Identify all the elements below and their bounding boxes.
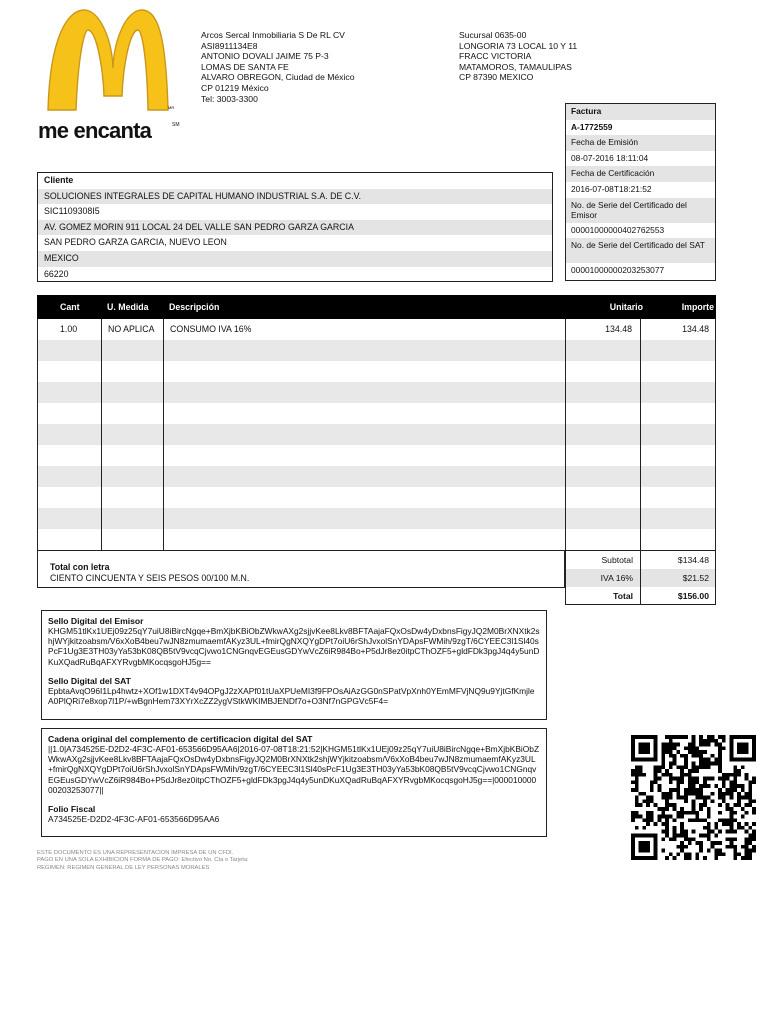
sat-seal-label: Sello Digital del SAT [48, 675, 131, 686]
totals-box [565, 550, 716, 605]
item-unitario: 134.48 [605, 324, 632, 334]
branch-cp: CP 87390 MEXICO [459, 72, 534, 83]
client-name: SOLUCIONES INTEGRALES DE CAPITAL HUMANO INDUSTRIAL S.A. DE C.V. [38, 189, 552, 205]
issuer-cert-serial-label: No. de Serie del Certificado del Emisor [566, 198, 715, 223]
fiscal-folio: A734525E-D2D2-4F3C-AF01-653566D95AA6 [48, 814, 220, 825]
issuer-phone: Tel: 3003-3300 [201, 93, 258, 104]
original-chain: ||1.0|A734525E-D2D2-4F3C-AF01-653566D95AA6|2016-07-08T18:21:52|KHGM51tlKx1UEj09z25qY7uiU8iBircNgqe+BmXjbKBiObZWkwAXg2sjjvKee8Lkv8BFTAajaFQxOsDw4yDxbnsFigyJQ2M0BrXNXtk2shjWYjkitzoabsm/V6xXoB4beu7wJN8zmumaemfAKyz3UL+fmirQgNXQYgDPt7oiU6rShJvxolSnYDApsFWMih/9zgT/6CYEEC3l1Sl40sPcF1Ug3E3TH03yYa53bK08QB5tV9vcqCjvwo1CNGnqvEGEusGDYwVcZ6iR984Bo+P5dJr8ez0itpCThOZF5+gldFDk3pgJ4q4y5unDKuXQadRuBqAFXYRvgbMKocqsgoHJ5g==|00001000000203253077|| [48, 744, 540, 795]
qr-code-icon [631, 734, 756, 861]
client-country: MEXICO [38, 251, 552, 267]
issue-date-label: Fecha de Emisión [566, 135, 715, 151]
sat-cert-serial-label: No. de Serie del Certificado del SAT [566, 238, 715, 263]
invoice-title: Factura [566, 104, 715, 120]
subtotal-label: Subtotal [601, 555, 633, 565]
sat-cert-serial: 00001000000203253077 [571, 265, 665, 276]
branch-street: LONGORIA 73 LOCAL 10 Y 11 [459, 40, 578, 51]
branch-colonia: FRACC VICTORIA [459, 51, 532, 62]
item-cant: 1.00 [60, 324, 78, 334]
col-header-unitario: Unitario [609, 302, 643, 312]
cert-date-label: Fecha de Certificación [566, 166, 715, 182]
cert-date: 2016-07-08T18:21:52 [571, 183, 652, 194]
tagline-mark: SM [172, 122, 180, 128]
total-value: $156.00 [677, 591, 709, 601]
sat-seal: EpbtaAvqO96I1Lp4hwtz+XOf1w1DXT4v94OPgJ2zXAPf01tUaXPUeMI3f9FPOsAiAzGG0nSPatVpXnh0YEmMFVjNQ9u9YjtGfKmjleA0PlQRi7e8xop7l1P/+wBgnHem73XYrXcZZ2ygVStkWKIMBJENDf7o+O3Nf7nGPGVc5F4= [48, 685, 535, 707]
client-box [37, 172, 553, 282]
logo-mark: MR [168, 105, 175, 110]
client-cp: 66220 [44, 268, 69, 279]
issuer-colonia: LOMAS DE SANTA FE [201, 61, 289, 72]
col-header-importe: Importe [681, 302, 714, 312]
col-header-cant: Cant [60, 302, 80, 312]
item-descripcion: CONSUMO IVA 16% [170, 324, 252, 334]
digital-seals-box [41, 610, 547, 720]
issuer-cert-serial: 00001000000402762553 [571, 224, 665, 235]
items-table-header [37, 295, 716, 319]
footer-line-payment: PAGO EN UNA SOLA EXHIBICION FORMA DE PAGO: Efectivo No. Cta o Tarjeta: [37, 857, 249, 864]
col-header-descripcion: Descripción [169, 302, 220, 312]
issue-date: 08-07-2016 18:11:04 [571, 152, 649, 163]
fiscal-folio-label: Folio Fiscal [48, 804, 96, 815]
item-importe: 134.48 [682, 324, 709, 334]
issuer-city: ALVARO OBREGON, Ciudad de México [201, 72, 355, 83]
issuer-street: ANTONIO DOVALI JAIME 75 P-3 [201, 51, 329, 62]
client-city: SAN PEDRO GARZA GARCIA, NUEVO LEON [44, 237, 227, 248]
issuer-rfc: ASI8911134E8 [201, 40, 258, 51]
branch-number: Sucursal 0635-00 [459, 30, 527, 40]
subtotal-value: $134.48 [677, 555, 709, 565]
certification-box [41, 728, 547, 837]
total-label: Total [613, 591, 633, 601]
branch-info [459, 30, 577, 83]
invoice-info-box [565, 103, 716, 281]
item-unidad: NO APLICA [108, 324, 155, 334]
footer-line-regime: REGIMEN: REGIMEN GENERAL DE LEY PERSONAS MORALES [37, 864, 210, 871]
total-in-words-label: Total con letra [50, 562, 110, 572]
original-chain-label: Cadena original del complemento de certificacion digital del SAT [48, 734, 313, 744]
issuer-seal-label: Sello Digital del Emisor [48, 616, 144, 626]
brand-tagline: me encanta [38, 118, 152, 143]
branch-city: MATAMOROS, TAMAULIPAS [459, 61, 572, 72]
issuer-cp: CP 01219 México [201, 82, 269, 93]
total-in-words: CIENTO CINCUENTA Y SEIS PESOS 00/100 M.N. [50, 573, 250, 583]
iva-label: IVA 16% [600, 573, 633, 583]
issuer-info [201, 30, 354, 104]
issuer-seal: KHGM51tlKx1UEj09z25qY7uiU8iBircNgqe+BmXjbKBiObZWkwAXg2sjjvKee8Lkv8BFTAajaFQxOsDw4yDxbnsFigyJQ2M0BrXNXtk2shjWYjkitzoabsm/V6xXoB4beu7wJN8zmumaemfAKyz3UL+fmirQgNXQYgDPt7oiU6rShJvxolSnYDApsFWMih/9zgT/6CYEEC3l1Sl40sPcF1Ug3E3TH03yYa53bK08QB5tV9vcqCjvwo1CNGnqvEGEusGDYwVcZ6iR984Bo+P5dJr8ez0itpCThOZF5+gldFDk3pgJ4q4y5unDKuXQadRuBqAFXYRvgbMKocqsgoHJ5g== [48, 626, 540, 667]
legal-footer [37, 850, 249, 872]
items-table-body [37, 319, 716, 550]
client-address: AV. GOMEZ MORIN 911 LOCAL 24 DEL VALLE SAN PEDRO GARZA GARCIA [38, 220, 552, 236]
issuer-name: Arcos Sercal Inmobiliaria S De RL CV [201, 30, 345, 40]
iva-value: $21.52 [682, 573, 709, 583]
client-title: Cliente [44, 175, 74, 185]
invoice-folio: A-1772559 [571, 121, 613, 132]
col-header-unidad: U. Medida [107, 302, 149, 312]
total-in-words-box [37, 550, 565, 588]
client-rfc: SIC1109308I5 [44, 206, 100, 217]
footer-line-cfdi: ESTE DOCUMENTO ES UNA REPRESENTACION IMPRESA DE UN CFDI. [37, 850, 234, 856]
